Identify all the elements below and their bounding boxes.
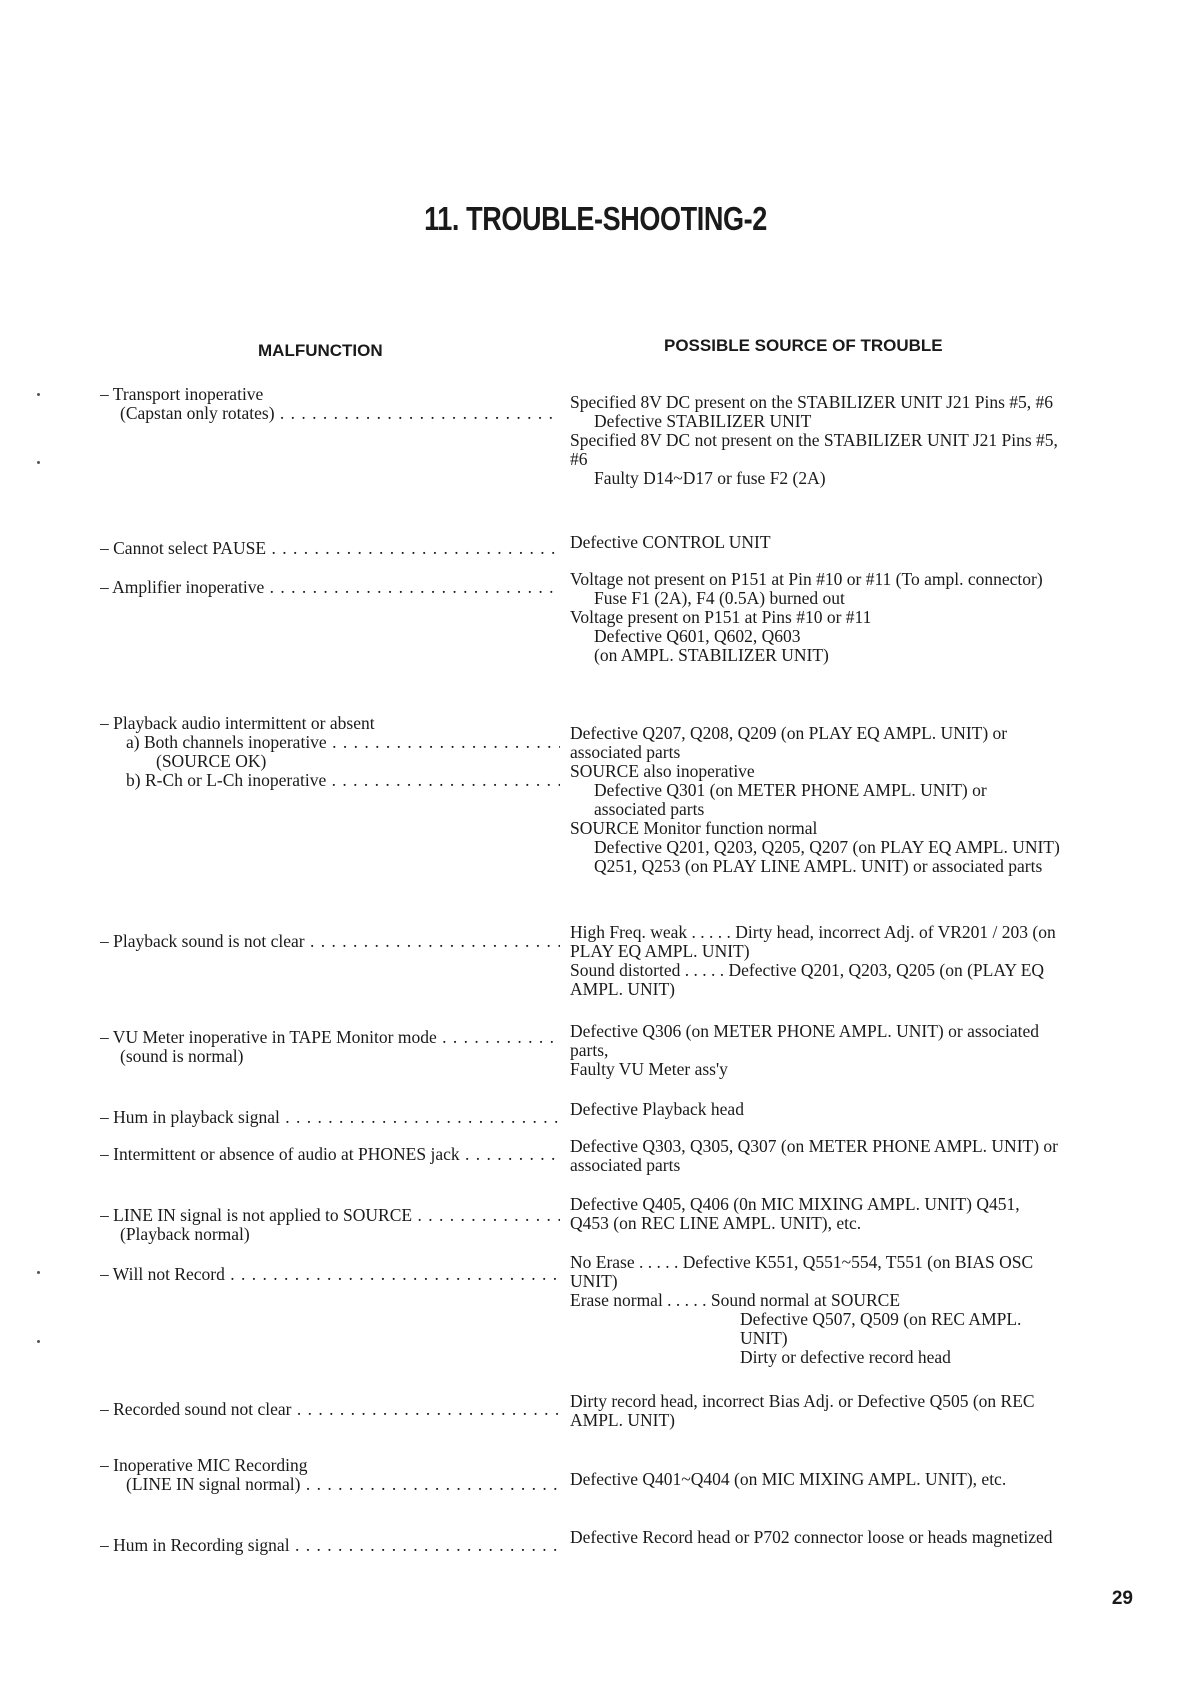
malfunction-text: b) R-Ch or L-Ch inoperative . . . [100,771,560,790]
source-text: Sound distorted . . . . . Defective Q201, Q203, Q205 (on (PLAY EQ AMPL. UNIT) [570,960,1045,999]
malfunction-text: (Capstan only rotates) . . . [100,404,560,423]
source-text: Defective Q303, Q305, Q307 (on METER PHONE AMPL. UNIT) or associated parts [570,1136,1058,1175]
source-text: High Freq. weak . . . . . Dirty head, incorrect Adj. of VR201 / 203 (on PLAY EQ AMPL. UNIT) [570,922,1056,961]
source-text: Defective Q306 (on METER PHONE AMPL. UNIT) or associated parts, [570,1021,1040,1060]
source-cell [570,1470,1060,1489]
malfunction-text: – Cannot select PAUSE . . . [100,539,560,558]
source-text: Defective Q507, Q509 (on REC AMPL. UNIT) [740,1309,1022,1348]
source-cell [570,393,1060,488]
margin-mark [37,1271,40,1274]
source-cell [570,724,1060,876]
source-text: Voltage present on P151 at Pins #10 or #11 [570,607,872,627]
source-text: Defective Q601, Q602, Q603 [594,626,801,646]
malfunction-text: – VU Meter inoperative in TAPE Monitor mode . . . [100,1028,560,1047]
source-cell [570,1195,1060,1233]
source-text: (on AMPL. STABILIZER UNIT) [594,645,829,665]
malfunction-header: MALFUNCTION [258,341,383,360]
source-text: Defective Q401~Q404 (on MIC MIXING AMPL. UNIT), etc. [570,1469,1007,1489]
malfunction-text: – Playback sound is not clear . . . [100,932,560,951]
source-text: Defective STABILIZER UNIT [594,411,812,431]
source-text: Specified 8V DC not present on the STABILIZER UNIT J21 Pins #5, #6 [570,430,1058,469]
source-text: Erase normal . . . . . Sound normal at SOURCE [570,1290,901,1310]
source-text: Defective Playback head [570,1099,744,1119]
source-cell [570,1137,1060,1175]
malfunction-cell [100,385,560,423]
malfunction-text: – Will not Record . . . [100,1265,560,1284]
source-text: Defective Q201, Q203, Q205, Q207 (on PLAY EQ AMPL. UNIT) Q251, Q253 (on PLAY LINE AMPL. UNIT) or associated parts [594,837,1060,876]
malfunction-text: – Recorded sound not clear . . . [100,1400,560,1419]
malfunction-text: – Inoperative MIC Recording [100,1455,308,1475]
malfunction-text: – Transport inoperative [100,384,264,404]
source-text: Defective Q207, Q208, Q209 (on PLAY EQ AMPL. UNIT) or associated parts [570,723,1008,762]
malfunction-text: – Hum in playback signal . . . [100,1108,560,1127]
source-cell [570,1392,1060,1430]
source-text: Faulty D14~D17 or fuse F2 (2A) [594,468,826,488]
malfunction-text: (sound is normal) [120,1046,244,1066]
margin-mark [37,461,40,464]
malfunction-text: – Playback audio intermittent or absent [100,713,375,733]
source-text: Dirty record head, incorrect Bias Adj. or Defective Q505 (on REC AMPL. UNIT) [570,1391,1035,1430]
source-cell [570,1253,1060,1367]
source-cell [570,1022,1060,1079]
source-cell [570,923,1060,999]
malfunction-text: a) Both channels inoperative . . . [100,733,560,752]
source-text: Voltage not present on P151 at Pin #10 or #11 (To ampl. connector) [570,569,1043,589]
malfunction-text: – LINE IN signal is not applied to SOURCE . . . [100,1206,560,1225]
page-title: 11. TROUBLE-SHOOTING-2 [424,200,767,237]
source-cell [570,1100,1060,1119]
source-text: Fuse F1 (2A), F4 (0.5A) burned out [594,588,845,608]
malfunction-text: (Playback normal) [120,1224,250,1244]
malfunction-text: (LINE IN signal normal) . . . [100,1475,560,1494]
malfunction-text: – Intermittent or absence of audio at PHONES jack . . . [100,1145,560,1164]
source-text: Faulty VU Meter ass'y [570,1059,728,1079]
source-cell [570,533,1060,552]
source-text: No Erase . . . . . Defective K551, Q551~554, T551 (on BIAS OSC UNIT) [570,1252,1034,1291]
source-text: Specified 8V DC present on the STABILIZER UNIT J21 Pins #5, #6 [570,392,1054,412]
source-text: Defective CONTROL UNIT [570,532,771,552]
page-number: 29 [1111,1588,1133,1609]
source-header: POSSIBLE SOURCE OF TROUBLE [664,336,943,355]
malfunction-text: – Hum in Recording signal . . . [100,1536,560,1555]
source-text: Defective Record head or P702 connector loose or heads magnetized [570,1527,1053,1547]
source-cell [570,570,1060,665]
malfunction-text: – Amplifier inoperative . . . [100,578,560,597]
margin-mark [37,1340,40,1343]
source-text: SOURCE also inoperative [570,761,755,781]
source-text: Defective Q405, Q406 (0n MIC MIXING AMPL. UNIT) Q451, Q453 (on REC LINE AMPL. UNIT), etc. [570,1194,1020,1233]
source-text: SOURCE Monitor function normal [570,818,818,838]
source-text: Dirty or defective record head [740,1347,951,1367]
source-cell [570,1528,1060,1547]
malfunction-text: (SOURCE OK) [156,751,267,771]
margin-mark [37,393,40,396]
source-text: Defective Q301 (on METER PHONE AMPL. UNIT) or associated parts [594,780,987,819]
